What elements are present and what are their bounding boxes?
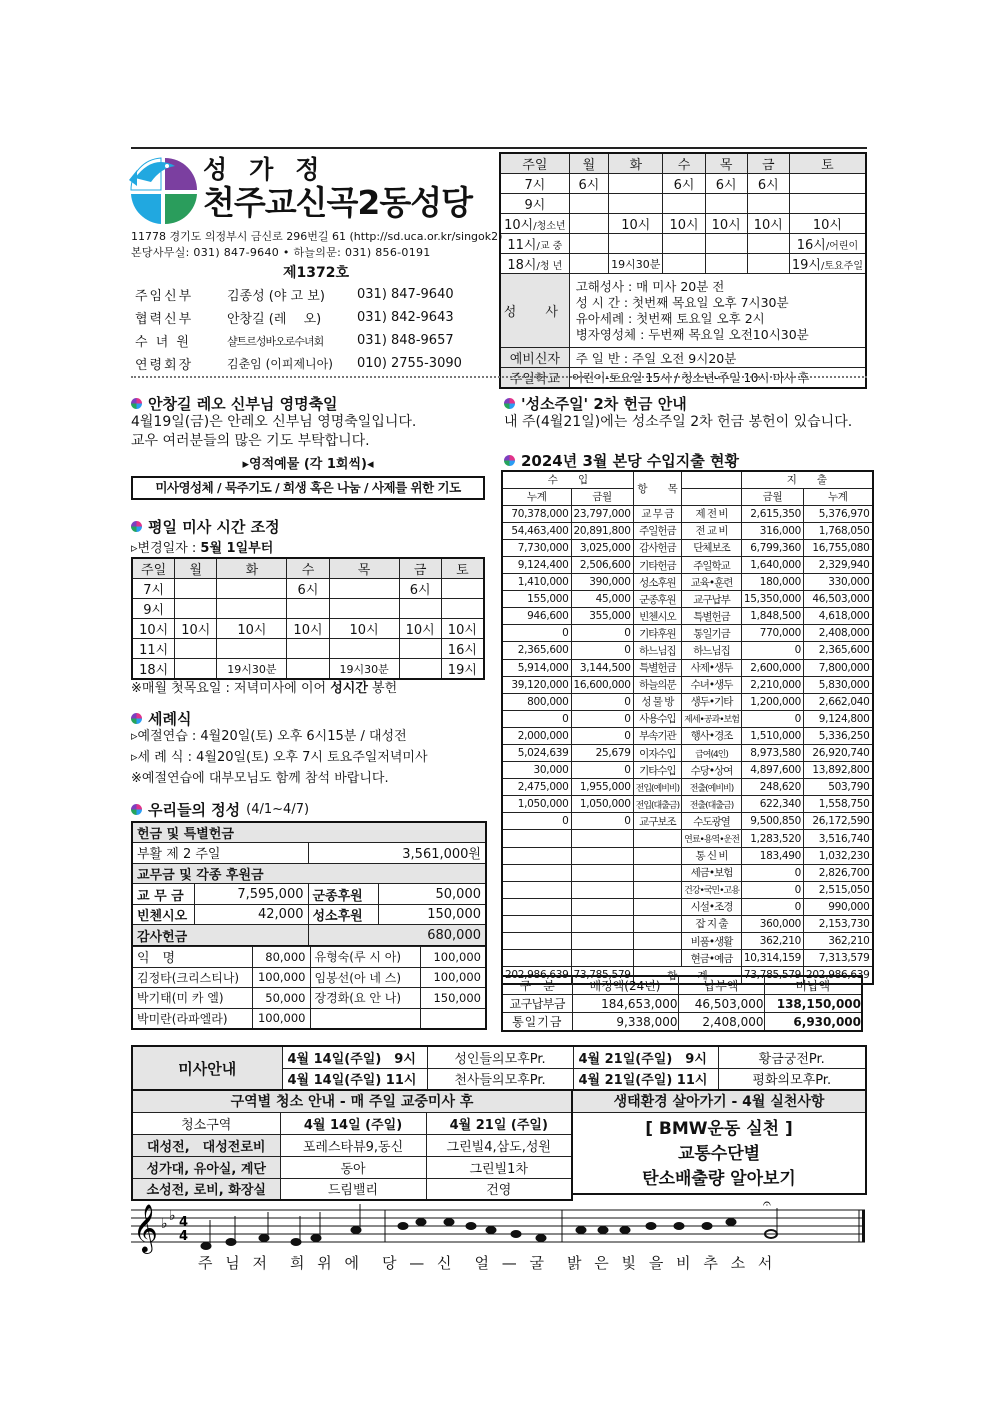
finance-row: 시설•조경 0 990,000: [502, 898, 873, 915]
finance-row: 1,410,000 390,000 성소후원 교육•훈련 180,000 330,000: [502, 574, 873, 591]
finance-row: 39,120,000 16,600,000 하늘의문 수녀•생두 2,210,000 5,830,000: [502, 676, 873, 693]
finance-row: 800,000 0 성 물 방 생두•기타 1,200,000 2,662,040: [502, 693, 873, 710]
mass-info-table: [131, 1045, 867, 1091]
finance-row: 0 0 교구보조 수도광열 9,500,850 26,172,590: [502, 813, 873, 830]
mass-info-row: 미사안내 4월 14일(주일) 9시 성인들의모후Pr. 4월 21일(주일) 9시 황금궁전Pr.: [132, 1046, 866, 1068]
finance-total: 202,986,639 73,785,579 합 계 73,785,579 202,986,639: [502, 967, 873, 984]
top-rule: [131, 147, 867, 149]
finance-row: 70,378,000 23,797,000 교 무 금 제 전 비 2,615,350 5,376,970: [502, 505, 873, 522]
weekday-note: ※매월 첫목요일 : 저녁미사에 이어 성시간 봉헌: [131, 681, 398, 696]
mass-schedule-table: [499, 152, 867, 389]
bullet-icon: [504, 398, 515, 409]
offering-heading: 우리들의 정성 (4/1~4/7): [131, 799, 309, 820]
payment-head: 구 분 배정액(24년) 납부액 미납액: [502, 976, 862, 995]
bullet-icon: [131, 713, 142, 724]
finance-heading: 2024년 3월 본당 수입지출 현황: [504, 450, 739, 471]
cleaning-table: 구역별 청소 안내 - 매 주일 교중미사 후 청소구역 4월 14일 (주일) 4월 21일 (주일) 대성전, 대성전로비 포레스타뷰9,동신 그린빌4,삼도,성원 성가대, 유아실, 계단 동아 그린빌1차 소성전, 로비, 화장실 드림밸리 건영: [131, 1089, 573, 1201]
eco-box: 생태환경 살아가기 - 4월 실천사항 [ BMW운동 실천 ] 교통수단별 탄소배출량 알아보기: [573, 1089, 867, 1195]
section-divider: [131, 376, 867, 378]
weekday-row: 11시 16시: [132, 639, 484, 659]
svg-text:4: 4: [179, 1215, 189, 1230]
website-link[interactable]: http://sd.uca.or.kr/singok2: [353, 230, 499, 243]
parish-logo-icon: [127, 152, 199, 226]
svg-text:4: 4: [179, 1229, 189, 1244]
finance-row: 2,000,000 0 부속기관 행사•경조 1,510,000 5,336,250: [502, 727, 873, 744]
staff-row: 수 녀 원 샬트르성바오로수녀회 031) 848-9657: [135, 333, 454, 350]
diocese-payment-table: [501, 975, 863, 1032]
payment-row: 교구납부금 184,653,000 46,503,000 138,150,000: [502, 995, 862, 1013]
finance-row: 9,124,400 2,506,600 기타헌금 주일학교 1,640,000 2,329,940: [502, 556, 873, 573]
vocation-heading: '성소주일' 2차 헌금 안내: [504, 393, 687, 414]
cleaning-row: 소성전, 로비, 화장실 드림밸리 건영: [132, 1178, 572, 1200]
finance-row: 946,600 355,000 빈첸시오 특별헌금 1,848,500 4,618,000: [502, 608, 873, 625]
bullet-icon: [504, 455, 515, 466]
finance-row: 세금•보험 0 2,826,700: [502, 864, 873, 881]
weekday-row: 7시 6시 6시: [132, 579, 484, 599]
treble-clef-icon: 𝄞: [133, 1203, 158, 1252]
finance-row: 현금•예금 10,314,159 7,313,579: [502, 950, 873, 967]
flat-icon: ♭: [161, 1216, 168, 1232]
finance-row: 155,000 45,000 군종후원 교구납부 15,350,000 46,503,000: [502, 591, 873, 608]
schedule-header: 주일 월 화 수 목 금 토: [500, 153, 866, 174]
spiritual-offering-subtitle: ▸영적예물 (각 1회씩)◂: [242, 457, 374, 472]
finance-head: 수 입 항 목 지 출: [502, 471, 873, 488]
staff-row: 주임신부 김종성 (야 고 보) 031) 847-9640: [135, 287, 454, 304]
baptism-text: ▹예절연습 : 4월20일(토) 오후 6시15분 / 대성전 ▹세 례 식 : 4월20일(토) 오후 7시 토요주일저녁미사 ※예절연습에 대부모님도 함께 참석 바랍니다.: [131, 729, 428, 786]
finance-row: 통 신 비 183,490 1,032,230: [502, 847, 873, 864]
flat-icon: ♭: [169, 1208, 176, 1224]
finance-row: 잡 지 출 360,000 2,153,730: [502, 915, 873, 932]
weekday-table: 주일 월 화 수 목 금 토 7시 6시 6시 9시 10시 10시 10시 10시 10시 10시 10시 11시 16시 18시 19시30분 19시30분 19시: [131, 557, 485, 680]
finance-row: 0 0 사용수입 제세•공과•보험 0 9,124,800: [502, 710, 873, 727]
sunday-school-row: 주일학교 어린이-토요일 15시 / 청소년-주일 10시 미사 후: [500, 368, 866, 389]
offering-row: 익 명 80,000 유형숙(루 시 아) 100,000: [132, 947, 486, 968]
vocation-text: 내 주(4월21일)에는 성소주일 2차 헌금 봉헌이 있습니다.: [504, 414, 853, 430]
offering-row: 빈첸시오 42,000 성소후원 150,000: [132, 904, 486, 925]
schedule-row: 9시: [500, 194, 866, 214]
finance-row: 54,463,400 20,891,800 주일헌금 전 교 비 316,000 1,768,050: [502, 522, 873, 539]
weekday-row: 9시: [132, 599, 484, 619]
hymn-staff: [131, 1198, 867, 1258]
baptism-heading: 세례식: [131, 708, 191, 729]
finance-subhead: 누계 금월 금월 누계: [502, 488, 873, 505]
sacrament-row: 성 사 고해성사 : 매 미사 20분 전 성 시 간 : 첫번째 목요일 오후 7시30분 유아세례 : 첫번째 토요일 오후 2시 병자영성체 : 두번째 목요일 오전10시30분: [500, 274, 866, 348]
offering-row: 김정타(크리스티나) 100,000 임봉선(아 네 스) 100,000: [132, 967, 486, 988]
change-date: ▹변경일자 : 5월 1일부터: [131, 541, 274, 556]
weekday-row: 18시 19시30분 19시30분 19시: [132, 659, 484, 680]
parish-phones: 본당사무실: 031) 847-9640 • 하늘의문: 031) 856-0191: [131, 246, 431, 259]
issue-number: 제1372호: [283, 265, 350, 281]
catechumen-row: 예비신자 주 일 반 : 주일 오전 9시20분: [500, 348, 866, 368]
feast-text: 4월19일(금)은 안레오 신부님 영명축일입니다. 교우 여러분들의 많은 기도 부탁합니다.: [131, 414, 417, 449]
staff-table: [131, 283, 466, 375]
staff-row: 협력신부 안창길 (레 오) 031) 842-9643: [135, 310, 454, 327]
finance-table: [501, 470, 874, 985]
finance-row: 7,730,000 3,025,000 감사헌금 단체보조 6,799,360 16,755,080: [502, 539, 873, 556]
prayer-box: 미사영성체 / 묵주기도 / 희생 혹은 나눔 / 사제를 위한 기도: [131, 476, 485, 500]
offering-row: 박기태(미 카 엘) 50,000 장경화(요 안 나) 150,000: [132, 988, 486, 1009]
schedule-row: 11시/교 중 16시/어린이: [500, 234, 866, 254]
hymn-lyrics: 주 님 저 희 위 에 당 — 신 얼 — 굴 밝 은 빛 을 비 추 소 서: [198, 1254, 777, 1272]
cleaning-row: 성가대, 유아실, 계단 동아 그린빌1차: [132, 1156, 572, 1178]
finance-row: 5,914,000 3,144,500 특별헌금 사제•생두 2,600,000 7,800,000: [502, 659, 873, 676]
offering-row: 교 무 금 7,595,000 군종후원 50,000: [132, 884, 486, 905]
payment-row: 통일기금 9,338,000 2,408,000 6,930,000: [502, 1013, 862, 1032]
finance-row: 1,050,000 1,050,000 전입(대출금) 전출(대출금) 622,340 1,558,750: [502, 796, 873, 813]
bullet-icon: [131, 398, 142, 409]
mass-info-row: 4월 14일(주일) 11시 천사들의모후Pr. 4월 21일(주일) 11시 평화의모후Pr.: [132, 1068, 866, 1090]
finance-row: 비품•생활 362,210 362,210: [502, 933, 873, 950]
bullet-icon: [131, 521, 142, 532]
offering-row: 박미란(라파엘라) 100,000: [132, 1008, 486, 1029]
address: 11778 경기도 의정부시 금신로 296번길 61 (http://sd.uca.or.kr/singok2): [131, 230, 503, 243]
schedule-row: 10시/청소년 10시 10시 10시 10시 10시: [500, 214, 866, 234]
finance-row: 0 0 기타후원 통일기금 770,000 2,408,000: [502, 625, 873, 642]
schedule-row: 7시 6시 6시 6시 6시: [500, 174, 866, 194]
finance-row: 2,365,600 0 하느님집 하느님집 0 2,365,600: [502, 642, 873, 659]
weekday-row: 10시 10시 10시 10시 10시 10시 10시: [132, 619, 484, 639]
offering-row: 부활 제 2 주일 3,561,000원: [132, 843, 486, 864]
offering-table: 헌금 및 특별헌금 부활 제 2 주일 3,561,000원 교무금 및 각종 후원금 교 무 금 7,595,000 군종후원 50,000 빈첸시오 42,000 성소후원 150,000 감사헌금 680,000: [131, 821, 487, 947]
weekday-heading: 평일 미사 시간 조정: [131, 516, 280, 537]
finance-row: 연료•용역•운전 1,283,520 3,516,740: [502, 830, 873, 847]
fermata-icon: 𝄐: [763, 1198, 771, 1212]
staff-row: 연령회장 김춘임 (이피제니아) 010) 2755-3090: [135, 356, 462, 373]
finance-row: 건강•국민•고용 0 2,515,050: [502, 881, 873, 898]
schedule-row: 18시/청 년 19시30분 19시/토요주일: [500, 254, 866, 274]
finance-row: 5,024,639 25,679 이자수입 급여(4인) 8,973,580 26,920,740: [502, 745, 873, 762]
cleaning-row: 대성전, 대성전로비 포레스타뷰9,동신 그린빌4,삼도,성원: [132, 1134, 572, 1156]
parish-name: 천주교신곡2동성당: [203, 183, 472, 222]
thanks-offering-table: [131, 946, 487, 1030]
bullet-icon: [131, 804, 142, 815]
finance-row: 30,000 0 기타수입 수당•상여 4,897,600 13,892,800: [502, 762, 873, 779]
finance-row: 2,475,000 1,955,000 전입(예비비) 전출(예비비) 248,620 503,790: [502, 779, 873, 796]
feast-heading: 안창길 레오 신부님 영명축일: [131, 393, 338, 414]
parish-subtitle: 성가정: [203, 155, 342, 184]
